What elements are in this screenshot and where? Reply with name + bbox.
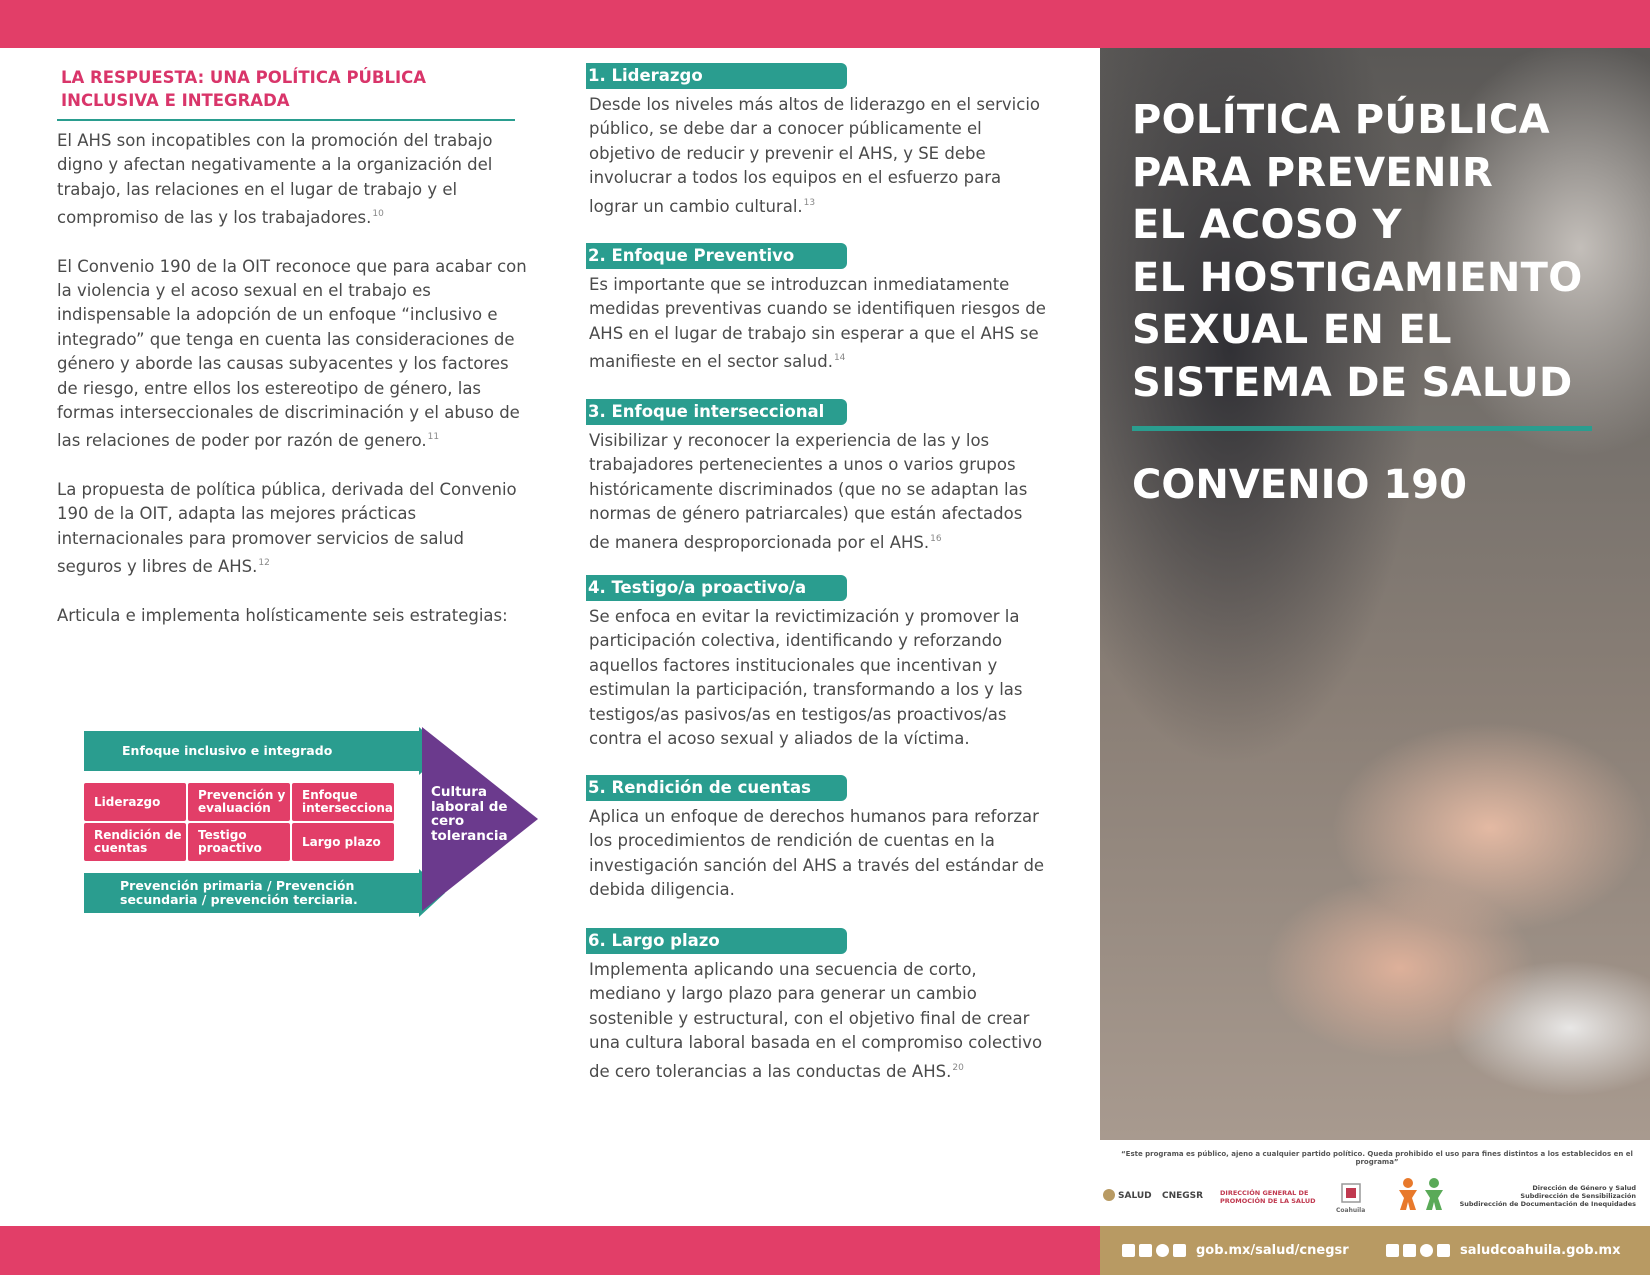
cell-liderazgo: Liderazgo — [84, 783, 186, 821]
cell-prevencion: Prevención y evaluación — [188, 783, 290, 821]
strategy-body: Aplica un enfoque de derechos humanos para reforzar los procedimientos de rendición de cuentas en la investigación sanción del AHS a través del estándar de debida diligencia. — [589, 807, 1045, 900]
dgps-logo: DIRECCIÓN GENERAL DE PROMOCIÓN DE LA SALUD — [1220, 1189, 1316, 1205]
strategy-body: Desde los niveles más altos de liderazgo en el servicio público, se debe dar a conocer públicamente el objetivo de reducir y prevenir el AHS, y SE debe involucrar a todos los equipos en el esfuerzo para lograr un cambio cultural. — [589, 95, 1041, 216]
credit-line: Dirección de Género y Salud — [1532, 1184, 1636, 1192]
strategy-text — [586, 605, 1046, 751]
strategy-text — [586, 273, 1046, 375]
intro-column — [57, 66, 527, 628]
bottom-arrow: Prevención primaria / Prevención secundaria / prevención terciaria. — [84, 873, 419, 913]
footnote-ref: 12 — [258, 558, 270, 569]
intro-paragraph-3 — [57, 478, 527, 580]
disclaimer: “Este programa es público, ajeno a cualquier partido político. Queda prohibido el uso para fines distintos a los establecidos en el programa” — [1121, 1150, 1633, 1166]
strategy-text — [586, 93, 1046, 219]
footnote-ref: 11 — [427, 432, 440, 443]
logo-strip — [1100, 1172, 1650, 1226]
strategy-text — [586, 958, 1046, 1084]
strategy-title: 3. Enfoque interseccional — [586, 399, 847, 425]
facebook-icon[interactable] — [1122, 1244, 1135, 1257]
footer-url-1[interactable]: gob.mx/salud/cnegsr — [1196, 1243, 1349, 1258]
cover-title-line: POLÍTICA PÚBLICA — [1132, 97, 1550, 143]
strategy-title: 4. Testigo/a proactivo/a — [586, 575, 847, 601]
coahuila-seal-icon — [1340, 1182, 1362, 1204]
strategy-6 — [586, 928, 1046, 1084]
credits-block — [1460, 1184, 1636, 1208]
strategy-5 — [586, 775, 1046, 903]
footer-url-2[interactable]: saludcoahuila.gob.mx — [1460, 1243, 1621, 1258]
strategy-3 — [586, 399, 1046, 555]
paragraph-text: El AHS son incopatibles con la promoción del trabajo digno y afectan negativamente a la organización del trabajo, las relaciones en el lugar de trabajo y el compromiso de las y los trabajadores. — [57, 131, 493, 228]
cover-title-line: EL HOSTIGAMIENTO — [1132, 254, 1583, 301]
cell-interseccional: Enfoque interseccional — [292, 783, 394, 821]
youtube-icon[interactable] — [1437, 1244, 1450, 1257]
intro-paragraph-4 — [57, 604, 527, 628]
strategy-body: Implementa aplicando una secuencia de corto, mediano y largo plazo para generar un cambio sostenible y estructural, con el objetivo final de crear una cultura laboral basada en el compromiso colectivo de cero tolerancias a las conductas de AHS. — [589, 960, 1043, 1081]
strategy-body: Se enfoca en evitar la revictimización y promover la participación colectiva, identificando y reforzando aquellos factores institucionales que incentivan y estimulan la participación, transformando a los y las testigos/as pasivos/as en testigos/as proactivos/as contra el acoso sexual y aliados de la víctima. — [589, 607, 1023, 749]
facebook-icon[interactable] — [1386, 1244, 1399, 1257]
cover-subtitle: CONVENIO 190 — [1132, 462, 1467, 508]
cover-title-line: EL ACOSO Y — [1132, 202, 1402, 248]
footer-link-group-2 — [1386, 1226, 1620, 1275]
bottom-color-band — [0, 1226, 1100, 1275]
cover-title-line: PARA PREVENIR — [1132, 149, 1494, 196]
paragraph-text: El Convenio 190 de la OIT reconoce que para acabar con la violencia y el acoso sexual en el trabajo es indispensable la adopción de un enfoque “inclusivo e integrado” que tenga en cuenta las consideraciones de género y aborde las causas subyacentes y los factores de riesgo, entre ellos los estereotipo de género, las formas interseccionales de discriminación y el abuso de las relaciones de poder por razón de genero. — [57, 256, 527, 451]
footer-bar — [1100, 1226, 1650, 1275]
cover-title-line: SEXUAL EN EL — [1132, 307, 1452, 353]
footnote-ref: 20 — [952, 1062, 964, 1073]
instagram-icon[interactable] — [1420, 1244, 1433, 1257]
mexico-seal-icon — [1102, 1188, 1116, 1202]
cover-divider — [1132, 426, 1592, 431]
footnote-ref: 14 — [833, 353, 846, 364]
paragraph-text: Articula e implementa holísticamente seis estrategias: — [57, 605, 508, 625]
youtube-icon[interactable] — [1173, 1244, 1186, 1257]
strategy-title: 1. Liderazgo — [586, 63, 847, 89]
result-label: Cultura laboral de cero tolerancia — [431, 784, 508, 844]
strategy-2 — [586, 243, 1046, 375]
instagram-icon[interactable] — [1156, 1244, 1169, 1257]
footnote-ref: 10 — [372, 209, 384, 220]
cover-title-line: SISTEMA DE SALUD — [1132, 359, 1573, 406]
intro-paragraph-1 — [57, 129, 527, 231]
strategy-text — [586, 429, 1046, 555]
footnote-ref: 16 — [930, 533, 942, 544]
intro-paragraph-2 — [57, 255, 527, 454]
strategy-title: 2. Enfoque Preventivo — [586, 243, 847, 269]
salud-logo: SALUD — [1118, 1191, 1152, 1201]
top-color-band — [0, 0, 1650, 48]
credit-line: Subdirección de Documentación de Inequidades — [1459, 1200, 1636, 1208]
twitter-icon[interactable] — [1403, 1244, 1416, 1257]
coahuila-logo: Coahuila — [1336, 1207, 1366, 1214]
strategy-text — [586, 805, 1046, 903]
cell-largo-plazo: Largo plazo — [292, 823, 394, 861]
credit-line: Subdirección de Sensibilización — [1520, 1192, 1636, 1200]
people-figures-icon — [1396, 1176, 1448, 1212]
cell-testigo: Testigo proactivo — [188, 823, 290, 861]
cell-rendicion: Rendición de cuentas — [84, 823, 186, 861]
twitter-icon[interactable] — [1139, 1244, 1152, 1257]
strategy-body: Visibilizar y reconocer la experiencia de las y los trabajadores pertenecientes a unos o varios grupos históricamente discriminados (que no se adaptan las normas de género patriarcales) que están afectados de manera desproporcionada por el AHS. — [589, 431, 1028, 552]
strategy-1 — [586, 63, 1046, 219]
strategy-title: 6. Largo plazo — [586, 928, 847, 954]
cnegsr-logo: CNEGSR — [1162, 1191, 1204, 1201]
strategy-4 — [586, 575, 1046, 751]
strategy-body: Es importante que se introduzcan inmediatamente medidas preventivas cuando se identifiquen riesgos de AHS en el lugar de trabajo sin esperar a que el AHS se manifieste en el sector salud. — [589, 275, 1046, 372]
strategy-title: 5. Rendición de cuentas — [586, 775, 847, 801]
footer-link-group-1 — [1122, 1226, 1349, 1275]
title-divider — [57, 119, 515, 121]
paragraph-text: La propuesta de política pública, derivada del Convenio 190 de la OIT, adapta las mejores prácticas internacionales para promover servicios de salud seguros y libres de AHS. — [57, 479, 517, 577]
strategy-diagram — [84, 727, 544, 917]
cover-panel — [1100, 48, 1650, 1140]
top-arrow: Enfoque inclusivo e integrado — [84, 731, 419, 771]
footnote-ref: 13 — [803, 197, 816, 208]
cover-title — [1132, 94, 1632, 409]
section-title: LA RESPUESTA: UNA POLÍTICA PÚBLICA INCLUSIVA E INTEGRADA — [61, 68, 427, 110]
